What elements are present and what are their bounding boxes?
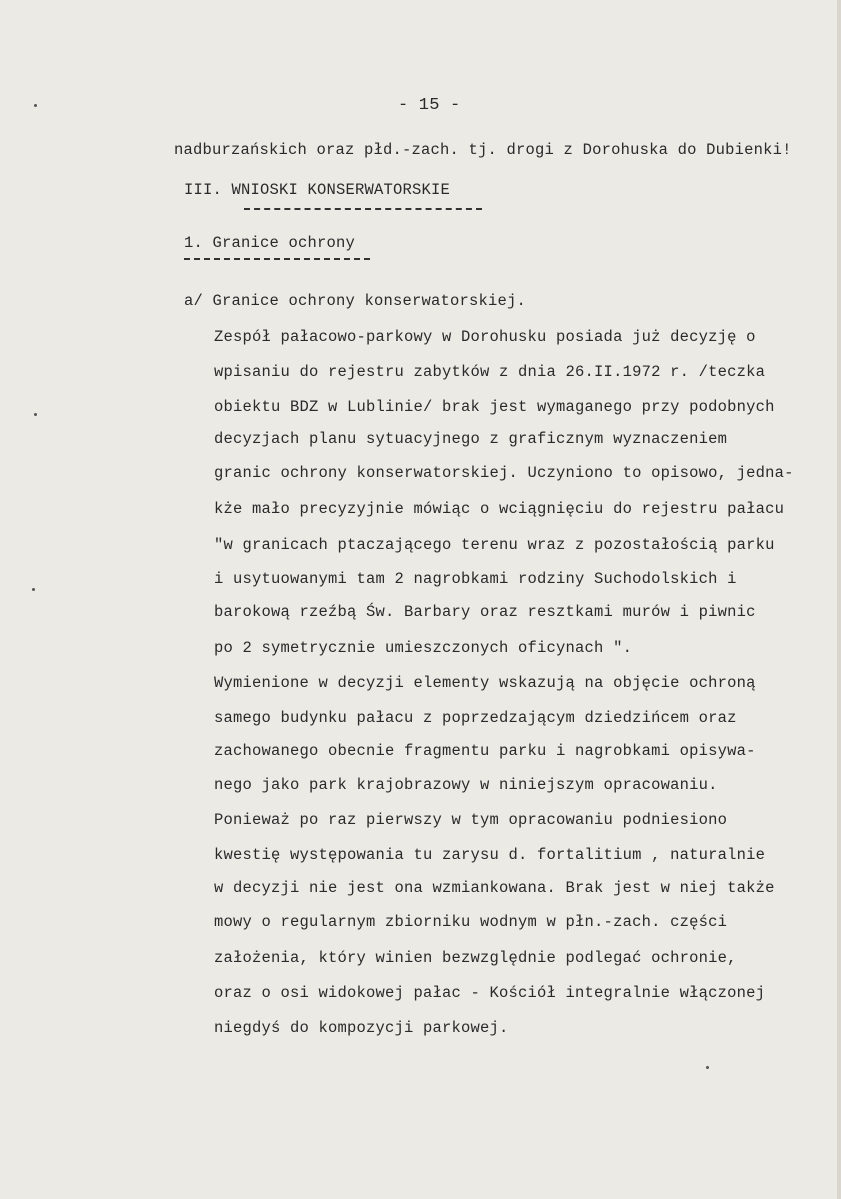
page-edge [837, 0, 841, 1199]
text-line: obiektu BDZ w Lublinie/ brak jest wymaganego przy podobnych [214, 398, 775, 416]
text-line: barokową rzeźbą Św. Barbary oraz resztkami murów i piwnic [214, 603, 756, 621]
text-line: samego budynku pałacu z poprzedzającym dziedzińcem oraz [214, 709, 737, 727]
text-line: "w granicach ptaczającego terenu wraz z pozostałością parku [214, 536, 775, 554]
text-line: granic ochrony konserwatorskiej. Uczyniono to opisowo, jedna- [214, 464, 794, 482]
text-line: Zespół pałacowo-parkowy w Dorohusku posiada już decyzję o [214, 328, 756, 346]
text-line: w decyzji nie jest ona wzmiankowana. Brak jest w niej także [214, 879, 775, 897]
text-line: decyzjach planu sytuacyjnego z graficznym wyznaczeniem [214, 430, 728, 448]
text-line: i usytuowanymi tam 2 nagrobkami rodziny Suchodolskich i [214, 570, 737, 588]
paper-speck [32, 588, 35, 591]
text-line: oraz o osi widokowej pałac - Kościół integralnie włączonej [214, 984, 766, 1002]
text-line: nadburzańskich oraz płd.-zach. tj. drogi z Dorohuska do Dubienki! [174, 141, 792, 159]
paper-speck [34, 413, 37, 416]
text-line: po 2 symetrycznie umieszczonych oficynach ". [214, 639, 633, 657]
paper-speck [34, 104, 37, 107]
heading-underline [244, 208, 482, 210]
text-line: zachowanego obecnie fragmentu parku i nagrobkami opisywa- [214, 742, 756, 760]
text-line: niegdyś do kompozycji parkowej. [214, 1019, 509, 1037]
paragraph-heading: a/ Granice ochrony konserwatorskiej. [184, 292, 527, 310]
text-line: Ponieważ po raz pierwszy w tym opracowaniu podniesiono [214, 811, 728, 829]
text-line: mowy o regularnym zbiorniku wodnym w płn.-zach. części [214, 913, 728, 931]
subsection-heading: 1. Granice ochrony [184, 234, 356, 252]
text-line: nego jako park krajobrazowy w niniejszym opracowaniu. [214, 776, 718, 794]
subheading-underline [184, 258, 370, 260]
text-line: wpisaniu do rejestru zabytków z dnia 26.II.1972 r. /teczka [214, 363, 766, 381]
paper-speck [706, 1066, 709, 1069]
text-line: założenia, który winien bezwzględnie podlegać ochronie, [214, 949, 737, 967]
section-heading: III. WNIOSKI KONSERWATORSKIE [184, 181, 451, 199]
text-line: kwestię występowania tu zarysu d. fortalitium , naturalnie [214, 846, 766, 864]
page-number: - 15 - [398, 96, 461, 115]
text-line: kże mało precyzyjnie mówiąc o wciągnięciu do rejestru pałacu [214, 500, 785, 518]
text-line: Wymienione w decyzji elementy wskazują na objęcie ochroną [214, 674, 756, 692]
